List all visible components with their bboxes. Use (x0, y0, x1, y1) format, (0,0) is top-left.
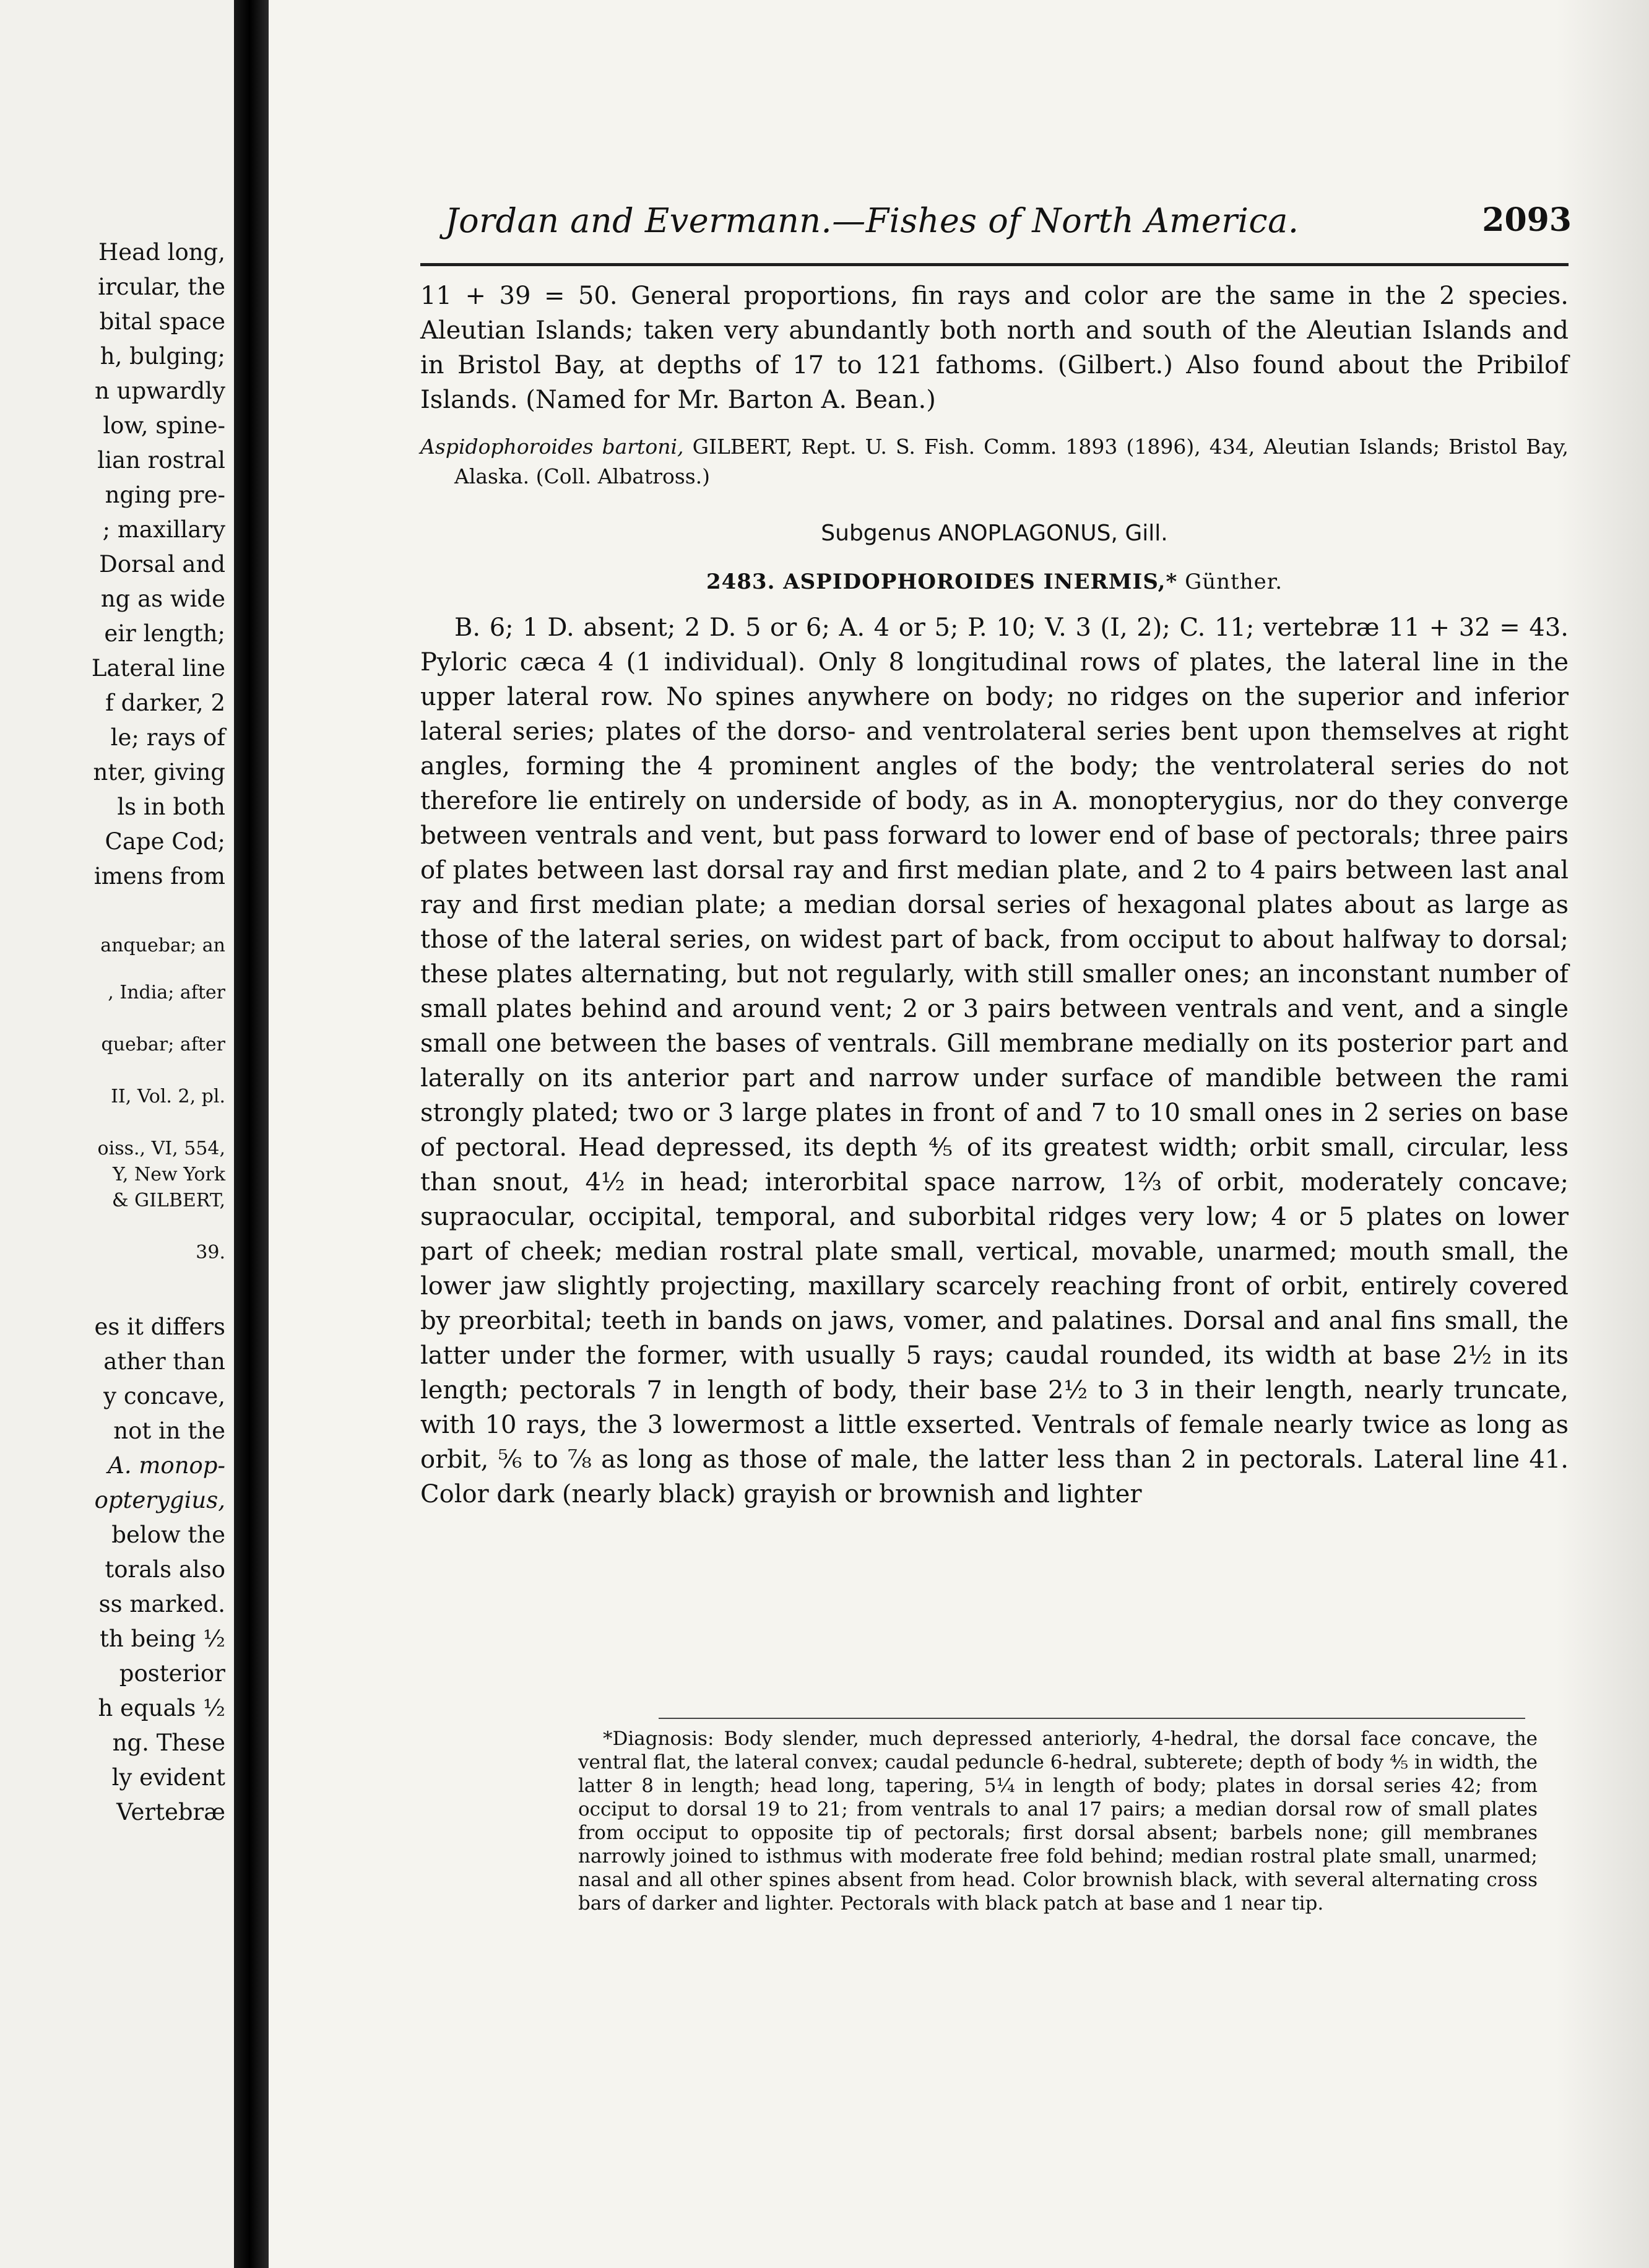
footnote-rule (659, 1718, 1525, 1719)
facing-line: Vertebræ (116, 1799, 225, 1825)
synonymy-entry (420, 432, 1569, 491)
facing-ref: quebar; after (101, 1034, 225, 1055)
species-description: B. 6; 1 D. absent; 2 D. 5 or 6; A. 4 or 5; P. 10; V. 3 (I, 2); C. 11; vertebræ 11 + 32 = 43. Pyloric cæca 4 (1 individual). Only 8 longitudinal rows of plates, the lateral line in the upper lateral row. No spines anywhere on body; no ridges on the superior and inferior lateral series; plates of the dorso- and ventrolateral series bent upon themselves at right angles, forming the 4 prominent angles of the body; the ventrolateral series do not therefore lie entirely on underside of body, as in A. monopterygius, nor do they converge between ventrals and vent, but pass forward to lower end of base of pectorals; three pairs of plates between last dorsal ray and first median plate, and 2 to 4 pairs between last anal ray and first median plate; a median dorsal series of hexagonal plates about as large as those of the lateral series, on widest part of back, from occiput to about halfway to dorsal; these plates alternating, but not regularly, with still smaller ones; an inconstant number of small plates behind and around vent; 2 or 3 pairs between ventrals and vent, and a single small one between the bases of ventrals. Gill membrane medially on its posterior part and laterally on its anterior part and narrow under surface of mandible between the rami strongly plated; two or 3 large plates in front of and 7 to 10 small ones in 2 series on base of pectoral. Head depressed, its depth ⅘ of its greatest width; orbit small, circular, less than snout, 4½ in head; interorbital space narrow, 1⅔ of orbit, moderately concave; supraocular, occipital, temporal, and suborbital ridges very low; 4 or 5 plates on lower part of cheek; median rostral plate small, vertical, movable, unarmed; mouth small, the lower jaw slightly projecting, maxillary scarcely reaching front of orbit, entirely covered by preorbital; teeth in bands on jaws, vomer, and palatines. Dorsal and anal fins small, the latter under the former, with usually 5 rays; caudal rounded, its width at base 2½ in its length; pectorals 7 in length of body, their base 2½ to 3 in their length, nearly truncate, with 10 rays, the 3 lowermost a little exserted. Ventrals of female nearly twice as long as orbit, ⅚ to ⅞ as long as those of male, the latter less than 2 in pectorals. Lateral line 41. Color dark (nearly black) grayish or brownish and lighter (420, 613, 1569, 1508)
facing-line: h, bulging; (100, 343, 225, 370)
facing-line: ss marked. (98, 1591, 225, 1617)
facing-line: nter, giving (93, 759, 225, 786)
facing-ref: II, Vol. 2, pl. (111, 1086, 225, 1107)
facing-line: opterygius, (94, 1487, 225, 1513)
synonym-citation: GILBERT, Rept. U. S. Fish. Comm. 1893 (1896), 434, Aleutian Islands; Bristol Bay, Alaska. (Coll. Albatross.) (454, 435, 1569, 488)
species-heading (420, 565, 1569, 599)
facing-line: not in the (113, 1418, 225, 1444)
facing-ref: oiss., VI, 554, (97, 1138, 225, 1159)
page-header (445, 201, 1572, 251)
facing-line: ng as wide (100, 586, 225, 612)
species-author: Günther. (1177, 569, 1283, 594)
page-number: 2093 (1482, 201, 1572, 239)
facing-line: f darker, 2 (105, 690, 225, 716)
facing-line: low, spine- (103, 412, 225, 439)
facing-line: ly evident (111, 1764, 225, 1791)
facing-line: ; maxillary (102, 516, 225, 543)
facing-line: th being ½ (99, 1625, 225, 1652)
page-edge-shading (1556, 0, 1649, 2268)
book-gutter (234, 0, 269, 2268)
facing-line: h equals ½ (98, 1695, 225, 1721)
facing-line: le; rays of (110, 724, 225, 751)
facing-line: ls in both (117, 794, 225, 820)
book-page (269, 0, 1649, 2268)
facing-line: Dorsal and (99, 551, 225, 578)
facing-ref: anquebar; an (100, 935, 225, 956)
facing-line: n upwardly (95, 378, 225, 404)
facing-line: es it differs (94, 1314, 225, 1340)
footnote (578, 1727, 1538, 1915)
species-number-name: 2483. ASPIDOPHOROIDES INERMIS,* (706, 569, 1178, 594)
facing-line: posterior (119, 1660, 225, 1687)
facing-ref: , India; after (108, 982, 225, 1003)
facing-line: lian rostral (97, 447, 225, 474)
footnote-text: *Diagnosis: Body slender, much depressed anteriorly, 4-hedral, the dorsal face concave, the ventral flat, the lateral convex; caudal peduncle 6-hedral, subterete; depth of body ⅘ in width, the latter 8 in length; head long, tapering, 5¼ in length of body; plates in dorsal series 42; from occiput to dorsal 19 to 21; from ventrals to anal 17 pairs; a median dorsal row of small plates from occiput to opposite tip of pectorals; first dorsal absent; barbels none; gill membranes narrowly joined to isthmus with moderate free fold behind; median rostral plate small, unarmed; nasal and all other spines absent from head. Color brownish black, with several alternating cross bars of darker and lighter. Pectorals with black patch at base and 1 near tip. (578, 1728, 1538, 1915)
facing-line: eir length; (104, 620, 225, 647)
facing-line: ng. These (112, 1729, 225, 1756)
facing-line: Head long, (98, 239, 225, 266)
running-head: Jordan and Evermann.—Fishes of North America. (445, 201, 1299, 240)
page-body (420, 279, 1569, 1512)
facing-line: ather than (103, 1348, 225, 1375)
facing-ref: & GILBERT, (111, 1190, 225, 1211)
facing-line: Cape Cod; (105, 828, 225, 855)
continuation-paragraph: 11 + 39 = 50. General proportions, fin rays and color are the same in the 2 species. Aleutian Islands; taken very abundantly both north and south of the Aleutian Islands and in Bristol Bay, at depths of 17 to 121 fathoms. (Gilbert.) Also found about the Pribilof Islands. (Named for Mr. Barton A. Bean.) (420, 282, 1569, 414)
facing-page-column (2, 235, 225, 1830)
facing-ref: Y, New York (112, 1164, 225, 1185)
subgenus-heading: Subgenus ANOPLAGONUS, Gill. (821, 521, 1168, 546)
facing-line: ircular, the (98, 274, 225, 300)
header-rule (420, 263, 1569, 266)
facing-ref: 39. (196, 1242, 225, 1263)
facing-line: y concave, (103, 1383, 225, 1409)
facing-line: torals also (105, 1556, 225, 1583)
facing-line: imens from (93, 863, 225, 889)
facing-line: bital space (99, 308, 225, 335)
facing-line: A. monop- (108, 1452, 225, 1479)
facing-line: nging pre- (105, 482, 225, 508)
synonym-species-name: Aspidophoroides bartoni, (420, 435, 684, 459)
facing-line: below the (111, 1521, 225, 1548)
facing-page-edge (0, 0, 234, 2268)
facing-line: Lateral line (91, 655, 225, 682)
